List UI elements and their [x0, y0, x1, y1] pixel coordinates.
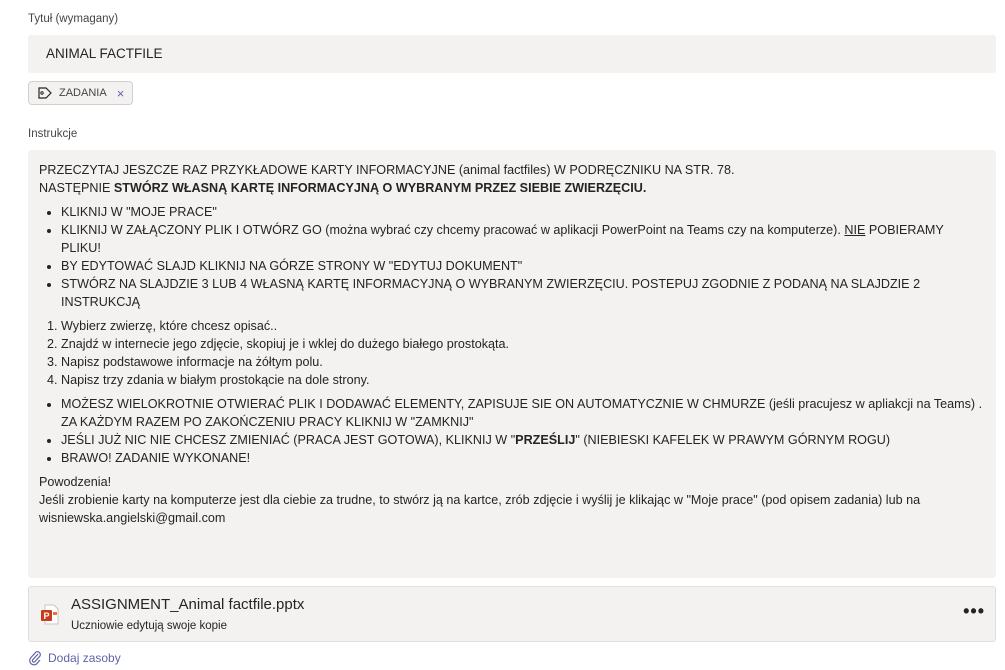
list-item: • MOŻESZ WIELOKROTNIE OTWIERAĆ PLIK I DODAWAĆ ELEMENTY, ZAPISUJE SIE ON AUTOMATYCZNIE W CHMURZE (jeśli pracujesz w apliakcji na Teams) . ZA KAŻDYM RAZEM PO ZAKOŃCZENIU PRACY KLIKNIJ W "ZAMKNIJ": [61, 395, 985, 431]
item-bold: PRZEŚLIJ: [515, 433, 576, 447]
list-item: [61, 221, 985, 257]
list-item: 1. Wybierz zwierzę, które chcesz opisać..: [61, 317, 985, 335]
list-item: • BY EDYTOWAĆ SLAJD KLIKNIJ NA GÓRZE STRONY W "EDYTUJ DOKUMENT": [61, 257, 985, 275]
item-tail: " (NIEBIESKI KAFELEK W PRAWYM GÓRNYM ROGU): [575, 433, 891, 447]
intro-paragraph: [39, 161, 985, 197]
list-item: • STWÓRZ NA SLAJDZIE 3 LUB 4 WŁASNĄ KARTĘ INFORMACYJNĄ O WYBRANYM ZWIERZĘCIU. POSTEPUJ ZGODNIE Z PODANĄ NA SLAJDZIE 2 INSTRUKCJĄ: [61, 275, 985, 311]
paperclip-icon: [28, 650, 42, 666]
instructions-editor[interactable]: [28, 150, 996, 578]
bullet-list-2: [39, 395, 985, 467]
attachment-card[interactable]: [28, 586, 996, 642]
title-input[interactable]: ANIMAL FACTFILE: [28, 35, 996, 73]
list-item: • BRAWO! ZADANIE WYKONANE!: [61, 449, 985, 467]
svg-text:P: P: [43, 611, 50, 621]
remove-tag-icon[interactable]: ×: [116, 85, 125, 101]
attachment-subtitle: Uczniowie edytują swoje kopie: [71, 620, 227, 632]
category-tag[interactable]: [28, 81, 133, 105]
tag-label: ZADANIA: [59, 87, 107, 99]
list-item: 3. Napisz podstawowe informacje na żółtym polu.: [61, 353, 985, 371]
item-text: KLIKNIJ W ZAŁĄCZONY PLIK I OTWÓRZ GO (można wybrać czy chcemy pracować w aplikacji PowerPoint na Teams czy na komputerze).: [61, 223, 845, 237]
intro-line-2: NASTĘPNIE: [39, 181, 114, 195]
item-tail: POBIERAMY PLIKU!: [61, 223, 944, 255]
list-item: • KLIKNIJ W "MOJE PRACE": [61, 203, 985, 221]
instructions-label: Instrukcje: [28, 128, 78, 140]
intro-bold: STWÓRZ WŁASNĄ KARTĘ INFORMACYJNĄ O WYBRANYM PRZEZ SIEBIE ZWIERZĘCIU.: [113, 181, 647, 195]
item-underline: NIE: [844, 223, 866, 237]
attachment-name[interactable]: ASSIGNMENT_Animal factfile.pptx: [71, 596, 305, 613]
powerpoint-file-icon: [40, 604, 60, 626]
tag-icon: [37, 86, 53, 100]
add-resources-button[interactable]: [28, 650, 121, 666]
list-item: 2. Znajdź w internecie jego zdjęcie, skopiuj je i wklej do dużego białego prostokąta.: [61, 335, 985, 353]
steps-list: [39, 317, 985, 389]
more-options-button[interactable]: •••: [963, 601, 985, 621]
closing-1: Powodzenia!: [39, 475, 112, 489]
closing-2: Jeśli zrobienie karty na komputerze jest dla ciebie za trudne, to stwórz ją na kartce, zrób zdjęcie i wyślij je klikając w "Moje prace" (pod opisem zadania) lub na wisniewska.angielski@gmail.com: [39, 493, 921, 525]
list-item: 4. Napisz trzy zdania w białym prostokącie na dole strony.: [61, 371, 985, 389]
title-label: Tytuł (wymagany): [28, 13, 119, 25]
bullet-list-1: [39, 203, 985, 311]
add-resources-label: Dodaj zasoby: [48, 651, 121, 665]
list-item: [61, 431, 985, 449]
item-text: JEŚLI JUŻ NIC NIE CHCESZ ZMIENIAĆ (PRACA JEST GOTOWA), KLIKNIJ W ": [61, 433, 516, 447]
intro-line-1: PRZECZYTAJ JESZCZE RAZ PRZYKŁADOWE KARTY INFORMACYJNE (animal factfiles) W PODRĘCZNIKU NA STR. 78.: [39, 163, 735, 177]
